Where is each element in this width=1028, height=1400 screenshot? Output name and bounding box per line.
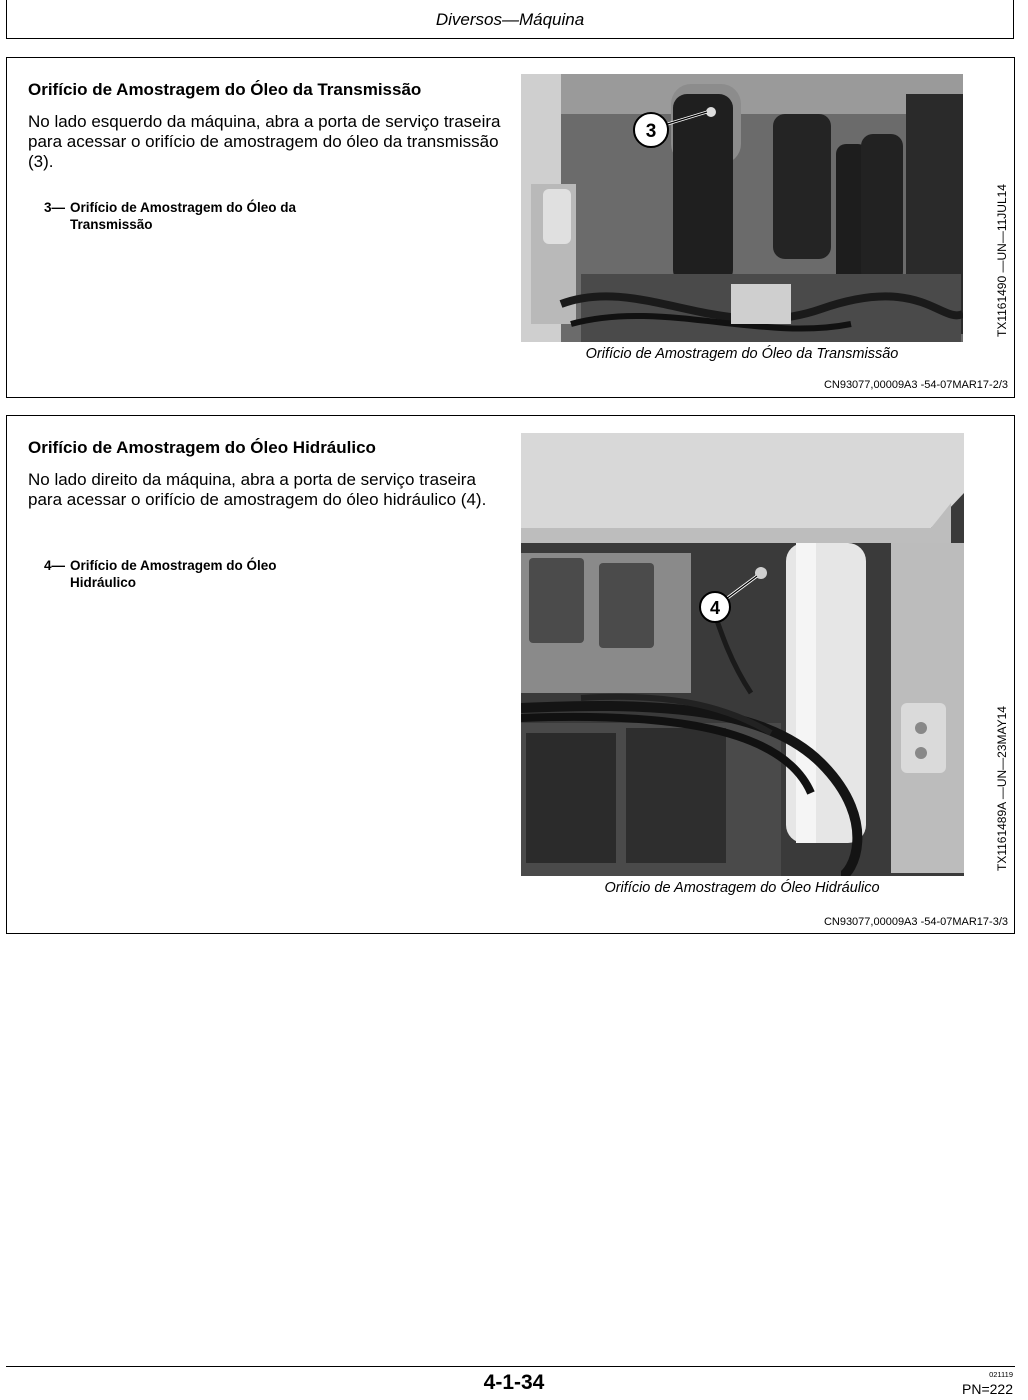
footer-code: 021119 [989, 1370, 1013, 1379]
page-number: 4-1-34 [483, 1371, 545, 1394]
section-hydraulic-oil-sample [6, 415, 1015, 934]
transmission-filter-photo [521, 74, 963, 342]
figure-caption: Orifício de Amostragem do Óleo Hidráulico [604, 880, 880, 896]
legend-text: Orifício de Amostragem do Óleo da Transmissão [70, 200, 297, 232]
callout-legend [44, 557, 300, 591]
footer-rule [6, 1366, 1015, 1367]
section-body-text: No lado esquerdo da máquina, abra a porta de serviço traseira para acessar o orifício de amostragem do óleo da transmissão (3). [28, 112, 501, 171]
figure-id: TX1161489A —UN—23MAY14 [995, 706, 1009, 871]
legend-text: Orifício de Amostragem do Óleo Hidráulico [70, 558, 277, 590]
section-title: Orifício de Amostragem do Óleo Hidráulico [28, 438, 376, 457]
section-title: Orifício de Amostragem do Óleo da Transmissão [28, 80, 422, 99]
legend-number: 4— [44, 558, 66, 573]
figure-id: TX1161490 —UN—11JUL14 [995, 184, 1009, 337]
hydraulic-filter-photo [521, 433, 964, 876]
callout-3: 3 [645, 121, 657, 142]
figure-caption: Orifício de Amostragem do Óleo da Transmissão [585, 346, 899, 362]
running-header: Diversos—Máquina [6, 0, 1014, 39]
section-transmission-oil-sample [6, 57, 1015, 398]
pn-label: PN=222 [962, 1381, 1013, 1397]
section-body-text: No lado direito da máquina, abra a porta de serviço traseira para acessar o orifício de amostragem do óleo hidráulico (4). [28, 470, 487, 509]
reference-code: CN93077,00009A3 -54-07MAR17-2/3 [823, 379, 1008, 391]
callout-4: 4 [709, 598, 721, 618]
legend-number: 3— [44, 200, 66, 215]
callout-legend [44, 199, 300, 233]
reference-code: CN93077,00009A3 -54-07MAR17-3/3 [823, 916, 1008, 928]
